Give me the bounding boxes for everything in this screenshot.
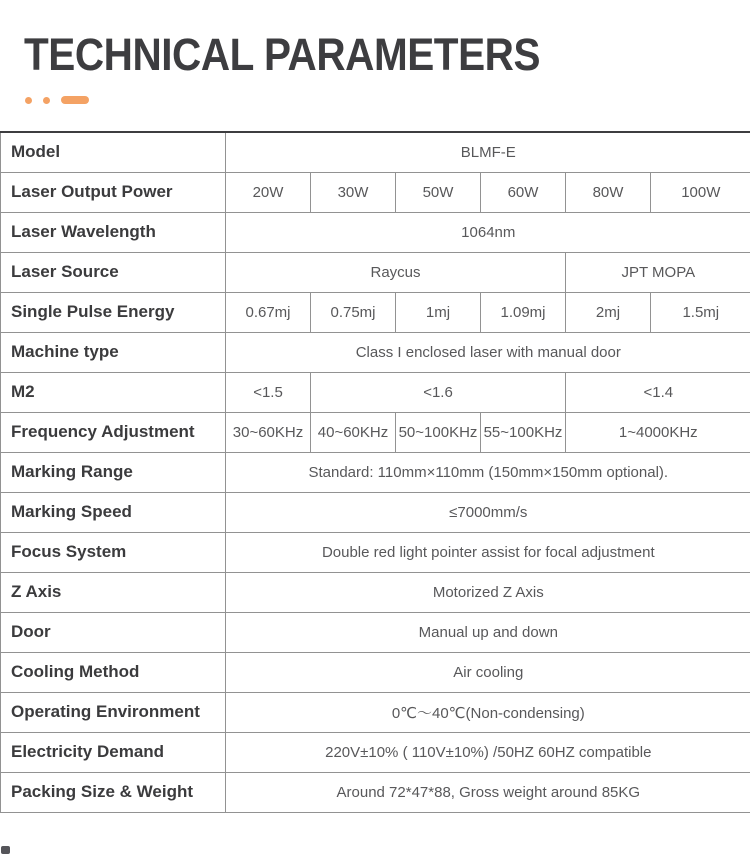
param-value-cell: Manual up and down [226, 612, 750, 652]
param-value-cell: 50~100KHz [396, 412, 481, 452]
param-value-cell: 0.75mj [311, 292, 396, 332]
param-value-cell: 40~60KHz [311, 412, 396, 452]
param-value-cell: <1.4 [566, 372, 750, 412]
accent-dot-icon [43, 97, 50, 104]
table-row [1, 412, 750, 452]
param-value-cell: 100W [651, 172, 750, 212]
table-row [1, 292, 750, 332]
technical-parameters-table [0, 131, 750, 813]
param-value-cell: Around 72*47*88, Gross weight around 85KG [226, 772, 750, 812]
table-row [1, 652, 750, 692]
param-value-cell: Class I enclosed laser with manual door [226, 332, 750, 372]
param-value-cell: 1~4000KHz [566, 412, 750, 452]
param-label-cell: Laser Source [1, 252, 226, 292]
param-value-cell: 60W [481, 172, 566, 212]
param-value-cell: 1mj [396, 292, 481, 332]
param-value-cell: Standard: 110mm×110mm (150mm×150mm optional). [226, 452, 750, 492]
param-value-cell: 2mj [566, 292, 651, 332]
param-value-cell: Double red light pointer assist for focal adjustment [226, 532, 750, 572]
param-label-cell: Z Axis [1, 572, 226, 612]
accent-dot-icon [25, 97, 32, 104]
accent-dash-icon [61, 96, 89, 104]
table-row [1, 532, 750, 572]
param-value-cell: 0℃～40℃(Non-condensing) [226, 692, 750, 732]
table-row [1, 772, 750, 812]
table-row [1, 612, 750, 652]
param-value-cell: 1064nm [226, 212, 750, 252]
param-label-cell: Single Pulse Energy [1, 292, 226, 332]
param-label-cell: Electricity Demand [1, 732, 226, 772]
param-label-cell: Marking Speed [1, 492, 226, 532]
page-title: TECHNICAL PARAMETERS [24, 31, 540, 78]
param-value-cell: 220V±10% ( 110V±10%) /50HZ 60HZ compatible [226, 732, 750, 772]
table-row [1, 452, 750, 492]
table-row [1, 372, 750, 412]
param-value-cell: <1.5 [226, 372, 311, 412]
table-row [1, 132, 750, 172]
param-value-cell: 30W [311, 172, 396, 212]
param-label-cell: Model [1, 132, 226, 172]
param-value-cell: Air cooling [226, 652, 750, 692]
param-value-cell: 30~60KHz [226, 412, 311, 452]
cropped-corner-element [1, 846, 10, 854]
param-value-cell: <1.6 [311, 372, 566, 412]
table-row [1, 332, 750, 372]
param-label-cell: Machine type [1, 332, 226, 372]
param-value-cell: Motorized Z Axis [226, 572, 750, 612]
param-value-cell: 55~100KHz [481, 412, 566, 452]
table-row [1, 572, 750, 612]
param-label-cell: Cooling Method [1, 652, 226, 692]
param-value-cell: Raycus [226, 252, 566, 292]
title-accent-decoration [25, 96, 89, 104]
param-label-cell: Door [1, 612, 226, 652]
param-label-cell: Frequency Adjustment [1, 412, 226, 452]
param-value-cell: 0.67mj [226, 292, 311, 332]
table-row [1, 252, 750, 292]
param-label-cell: M2 [1, 372, 226, 412]
param-value-cell: ≤7000mm/s [226, 492, 750, 532]
table-row [1, 692, 750, 732]
param-label-cell: Marking Range [1, 452, 226, 492]
table-row [1, 732, 750, 772]
param-label-cell: Operating Environment [1, 692, 226, 732]
param-label-cell: Laser Output Power [1, 172, 226, 212]
table-row [1, 212, 750, 252]
param-value-cell: 20W [226, 172, 311, 212]
table-row [1, 172, 750, 212]
param-label-cell: Focus System [1, 532, 226, 572]
param-label-cell: Packing Size & Weight [1, 772, 226, 812]
param-value-cell: 1.5mj [651, 292, 750, 332]
param-value-cell: 1.09mj [481, 292, 566, 332]
param-label-cell: Laser Wavelength [1, 212, 226, 252]
param-value-cell: JPT MOPA [566, 252, 750, 292]
table-row [1, 492, 750, 532]
param-value-cell: BLMF-E [226, 132, 750, 172]
param-value-cell: 80W [566, 172, 651, 212]
param-value-cell: 50W [396, 172, 481, 212]
